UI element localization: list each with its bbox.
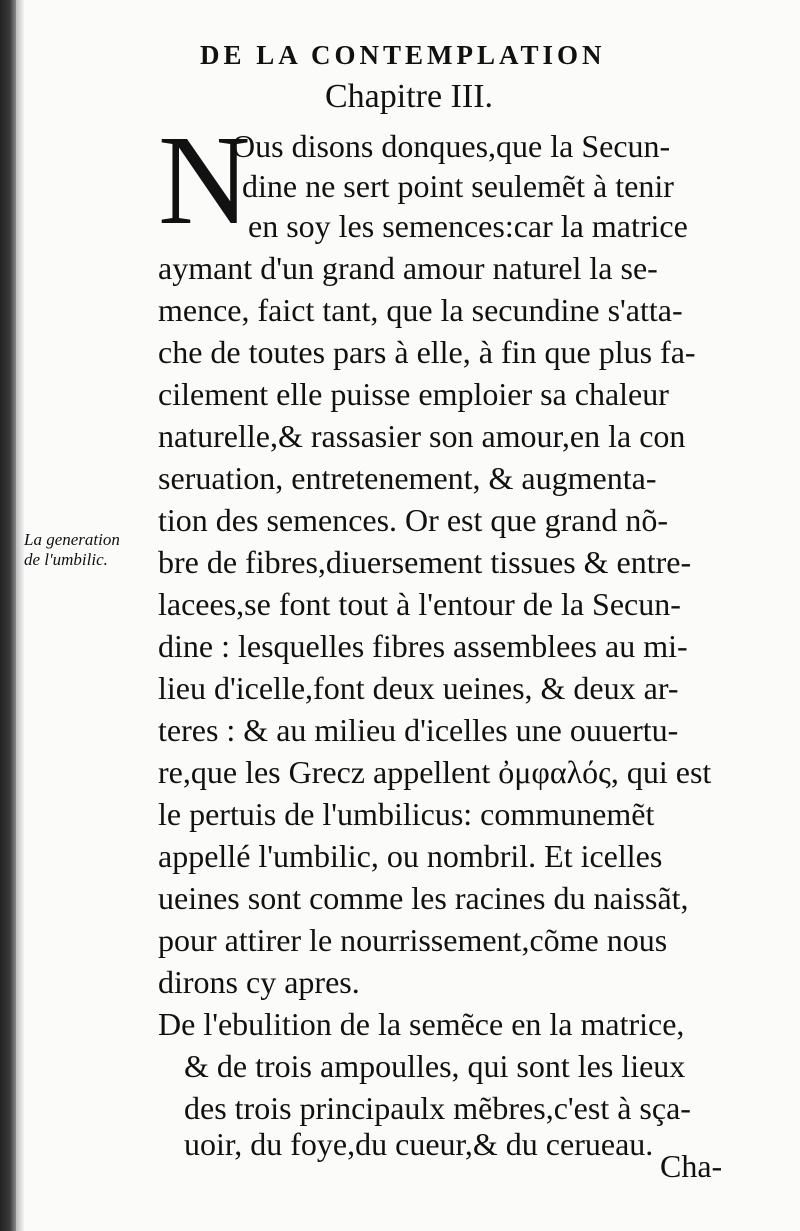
margin-note (24, 530, 120, 570)
section-heading-line: De l'ebulition de la semẽce en la matrice, (158, 1006, 685, 1042)
text-line: lieu d'icelle,font deux ueines, & deux ar- (158, 670, 679, 706)
text-line: dine : lesquelles fibres assemblees au mi- (158, 628, 688, 664)
text-line: naturelle,& rassasier son amour,en la con (158, 418, 686, 454)
text-line: che de toutes pars à elle, à fin que plus fa- (158, 334, 696, 370)
text-line: dirons cy apres. (158, 964, 360, 1000)
margin-note-line-2: de l'umbilic. (24, 550, 108, 569)
text-line: re,que les Grecz appellent ὀμφαλός, qui est (158, 754, 712, 790)
chapter-title: Chapitre III. (325, 78, 494, 115)
page-binding-edge (0, 0, 16, 1231)
catchword: Cha- (660, 1148, 723, 1184)
drop-cap-initial: N (158, 109, 251, 251)
text-line: teres : & au milieu d'icelles une ouuertu- (158, 712, 679, 748)
text-line: lacees,se font tout à l'entour de la Secun- (158, 586, 681, 622)
margin-note-line-1: La generation (24, 530, 120, 549)
text-line: bre de fibres,diuersement tissues & entre- (158, 544, 692, 580)
section-heading-line: & de trois ampoulles, qui sont les lieux (184, 1048, 686, 1084)
page-binding-shadow (16, 0, 24, 1231)
text-line: tion des semences. Or est que grand nõ- (158, 502, 669, 538)
text-line: ueines sont comme les racines du naissãt, (158, 880, 689, 916)
text-line: seruation, entretenement, & augmenta- (158, 460, 657, 496)
text-line: dine ne sert point seulemẽt à tenir (242, 168, 674, 204)
section-heading-line: des trois principaulx mẽbres,c'est à sça- (184, 1090, 691, 1126)
text-line: cilement elle puisse emploier sa chaleur (158, 376, 669, 412)
text-line: pour attirer le nourrissement,cõme nous (158, 922, 668, 958)
text-line: en soy les semences:car la matrice (248, 208, 688, 244)
text-line: mence, faict tant, que la secundine s'atta- (158, 292, 683, 328)
section-heading-line: uoir, du foye,du cueur,& du cerueau. (184, 1126, 654, 1162)
text-line: aymant d'un grand amour naturel la se- (158, 250, 658, 286)
text-line: Ous disons donques,que la Secun- (232, 128, 671, 164)
text-line: appellé l'umbilic, ou nombril. Et icelles (158, 838, 663, 874)
text-line: le pertuis de l'umbilicus: communemẽt (158, 796, 655, 832)
running-head: DE LA CONTEMPLATION (200, 40, 606, 70)
